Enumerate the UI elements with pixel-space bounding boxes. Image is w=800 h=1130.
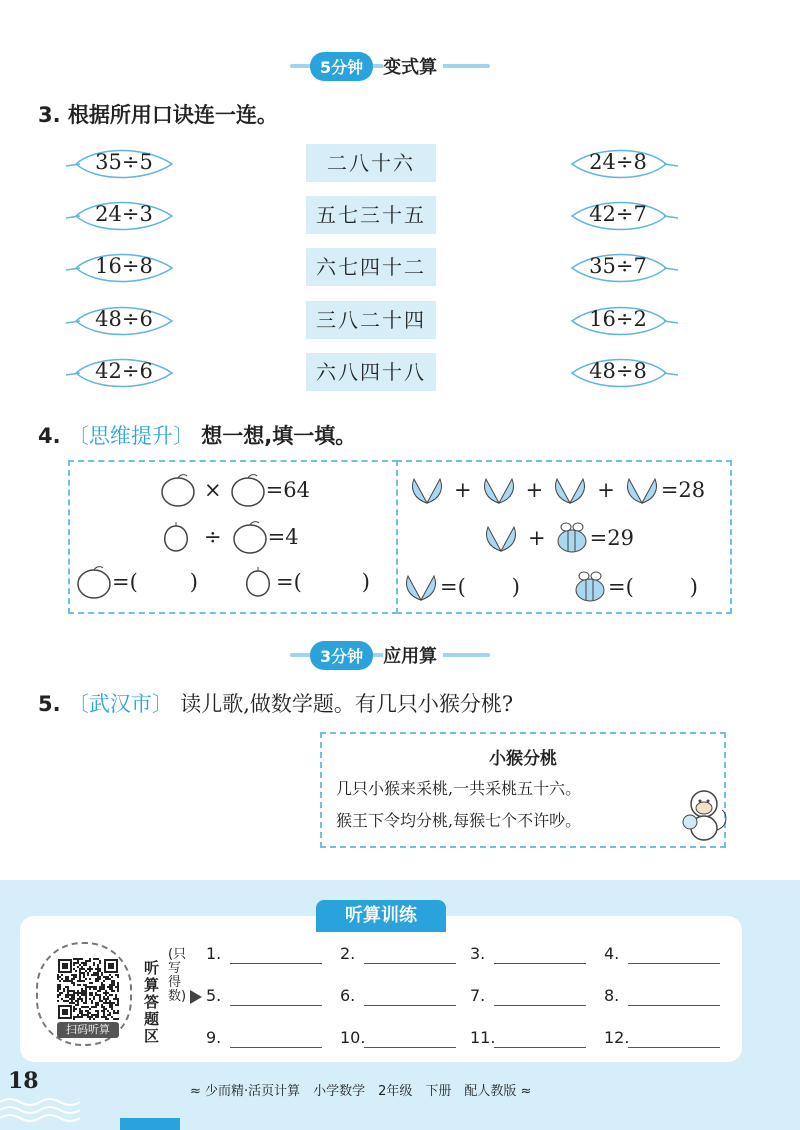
plus-sign: + — [528, 526, 546, 550]
butterfly-icon — [551, 473, 589, 507]
time-badge: 5分钟 — [310, 52, 373, 81]
plus-sign: + — [525, 478, 544, 502]
answer-number: 7. — [470, 986, 486, 1005]
apple-icon — [160, 473, 196, 507]
answer-number: 12. — [604, 1028, 630, 1047]
question-4-title — [38, 420, 356, 450]
apple-icon — [232, 520, 268, 554]
leaf-expression[interactable]: 24÷3 — [66, 196, 176, 236]
time-badge: 3分钟 — [310, 641, 373, 670]
peach-icon — [240, 565, 276, 599]
answer-line[interactable] — [494, 1047, 586, 1048]
peach-icon — [158, 520, 194, 554]
bee-icon — [554, 521, 590, 555]
leaf-expression[interactable]: 16÷8 — [66, 248, 176, 288]
plus-sign: + — [454, 478, 472, 502]
butterfly-icon — [408, 473, 446, 507]
leaf-expression[interactable]: 42÷7 — [566, 196, 676, 236]
listening-title: 听算训练 — [345, 905, 417, 926]
butterfly-icon — [402, 570, 440, 604]
question-number: 3. — [38, 103, 61, 127]
equation-apple-times-apple — [160, 473, 310, 507]
answer-number: 10. — [340, 1028, 366, 1047]
answer-line[interactable] — [230, 1005, 322, 1006]
equation-butterflies-sum — [408, 473, 705, 507]
apple-icon — [230, 473, 266, 507]
listening-title-tab — [316, 900, 446, 932]
answer-line[interactable] — [628, 1005, 720, 1006]
answer-line[interactable] — [628, 963, 720, 964]
question-text: 根据所用口诀连一连。 — [67, 103, 278, 127]
page-number: 18 — [8, 1068, 39, 1094]
answer-line[interactable] — [230, 963, 322, 964]
rhyme-box[interactable]: 三八二十四 — [306, 301, 436, 339]
leaf-expression[interactable]: 24÷8 — [566, 144, 676, 184]
section-title: 应用算 — [383, 642, 443, 668]
answer-bee: =( ) — [572, 570, 698, 604]
answer-area-note: (只写得数) — [168, 947, 187, 1004]
leaf-expression[interactable]: 42÷6 — [66, 353, 176, 393]
rhyme-box[interactable]: 五七三十五 — [306, 196, 436, 234]
rhyme-box[interactable]: 六八四十八 — [306, 353, 436, 391]
answer-line[interactable] — [494, 963, 586, 964]
answer-number: 5. — [206, 986, 222, 1005]
question-number: 5. — [38, 692, 61, 716]
answer-number: 1. — [206, 944, 222, 963]
answer-line[interactable] — [364, 1005, 456, 1006]
footer-text: ≈ 少而精·活页计算 小学数学 2年级 下册 配人教版 ≈ — [190, 1084, 532, 1099]
poem-line-2: 猴王下令均分桃,每猴七个不许吵。 — [336, 811, 582, 830]
equation-result: =64 — [265, 478, 310, 502]
poem-box — [320, 732, 726, 848]
question-text: 读儿歌,做数学题。有几只小猴分桃? — [180, 692, 514, 716]
leaf-expression[interactable]: 16÷2 — [566, 301, 676, 341]
question-number: 4. — [38, 424, 61, 448]
wave-decoration — [0, 1096, 90, 1126]
answer-line[interactable] — [364, 1047, 456, 1048]
butterfly-icon — [623, 473, 661, 507]
qr-label: 扫码听算 — [57, 1022, 119, 1038]
leaf-expression[interactable]: 35÷7 — [566, 248, 676, 288]
leaf-expression[interactable]: 48÷8 — [566, 353, 676, 393]
section-title: 变式算 — [383, 53, 443, 79]
equation-result: =28 — [660, 478, 706, 502]
monkey-icon — [678, 786, 730, 844]
poem-line-1: 几只小猴来采桃,一共采桃五十六。 — [336, 779, 582, 798]
bottom-decoration — [120, 1118, 180, 1130]
answer-peach: =( ) — [240, 565, 370, 599]
equation-peach-divide-apple — [158, 520, 299, 554]
leaf-expression[interactable]: 48÷6 — [66, 301, 176, 341]
divide-sign: ÷ — [204, 525, 222, 549]
times-sign: × — [204, 478, 222, 502]
equation-result: =4 — [267, 525, 299, 549]
answer-number: 9. — [206, 1028, 222, 1047]
poem-title: 小猴分桃 — [489, 749, 557, 769]
section-header-applied — [290, 641, 490, 669]
answer-area-label: 听算答题区 — [144, 959, 160, 1045]
question-tag: 〔武汉市〕 — [67, 692, 173, 716]
apple-icon — [76, 565, 112, 599]
answer-number: 11. — [470, 1028, 496, 1047]
rhyme-box[interactable]: 六七四十二 — [306, 248, 436, 286]
answer-butterfly: =( ) — [402, 570, 520, 604]
question-3-title — [38, 99, 278, 129]
plus-sign: + — [597, 478, 615, 502]
section-header-variant — [290, 52, 490, 80]
question-text: 想一想,填一填。 — [201, 424, 357, 448]
qr-code-icon[interactable] — [57, 958, 119, 1020]
answer-apple: =( ) — [76, 565, 198, 599]
rhyme-box[interactable]: 二八十六 — [306, 144, 436, 182]
question-tag: 〔思维提升〕 — [67, 424, 194, 448]
equation-butterfly-plus-bee — [482, 521, 634, 555]
answer-number: 4. — [604, 944, 620, 963]
butterfly-icon — [480, 473, 518, 507]
answer-line[interactable] — [364, 963, 456, 964]
equation-result: =29 — [589, 526, 634, 550]
answer-number: 8. — [604, 986, 620, 1005]
leaf-expression[interactable]: 35÷5 — [66, 144, 176, 184]
bee-icon — [572, 570, 608, 604]
question-5-title — [38, 688, 513, 718]
answer-number: 3. — [470, 944, 486, 963]
answer-number: 2. — [340, 944, 356, 963]
answer-number: 6. — [340, 986, 356, 1005]
answer-line[interactable] — [230, 1047, 322, 1048]
answer-line[interactable] — [494, 1005, 586, 1006]
butterfly-icon — [482, 521, 520, 555]
arrow-right-icon — [190, 990, 202, 1004]
answer-line[interactable] — [628, 1047, 720, 1048]
